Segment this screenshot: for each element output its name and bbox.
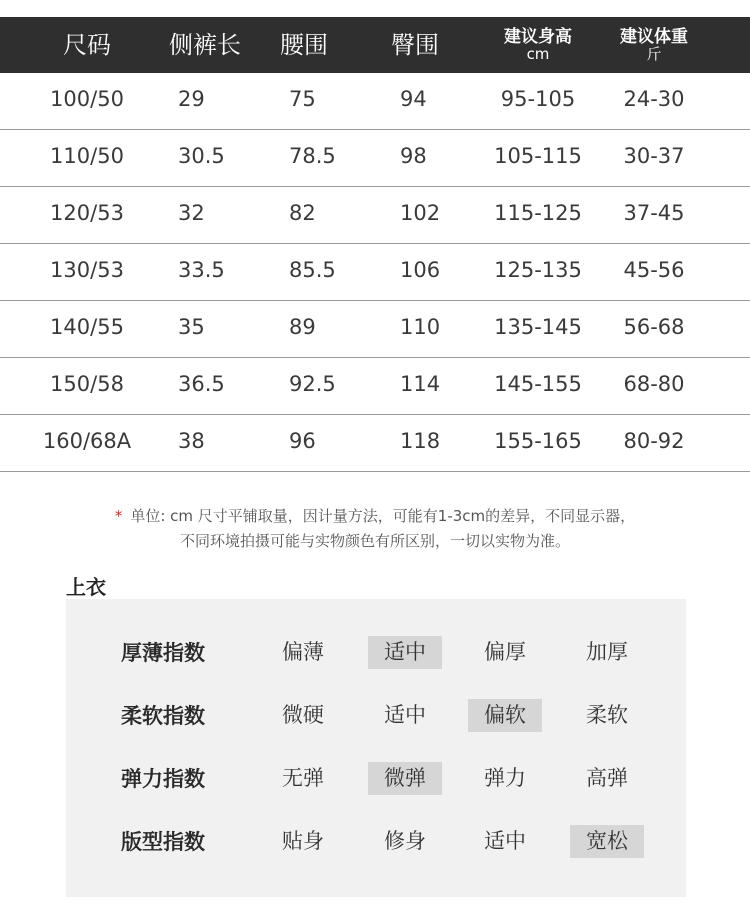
asterisk-icon: * <box>114 507 123 525</box>
index-option: 微硬 <box>282 703 324 727</box>
index-label: 柔软指数 <box>121 704 205 728</box>
index-row-thickness <box>66 634 686 672</box>
index-option: 柔软 <box>586 703 628 727</box>
index-row-elasticity <box>66 760 686 798</box>
table-row <box>0 187 750 244</box>
index-option: 加厚 <box>586 640 628 664</box>
cell-weight: 68-80 <box>623 372 685 396</box>
index-option: 修身 <box>384 829 426 853</box>
header-size: 尺码 <box>63 31 111 59</box>
index-option: 贴身 <box>282 829 324 853</box>
cell-hip: 94 <box>400 87 427 111</box>
note-line-1: * 单位: cm 尺寸平铺取量，因计量方法，可能有1-3cm的差异，不同显示器， <box>114 507 636 525</box>
cell-size: 140/55 <box>50 315 124 339</box>
cell-side-length: 32 <box>178 201 205 225</box>
cell-height: 115-125 <box>494 201 582 225</box>
table-row <box>0 73 750 130</box>
index-option: 适中 <box>484 829 526 853</box>
cell-size: 150/58 <box>50 372 124 396</box>
cell-side-length: 38 <box>178 429 205 453</box>
header-height: 建议身高 cm <box>504 26 572 63</box>
cell-waist: 89 <box>289 315 316 339</box>
cell-hip: 114 <box>400 372 441 396</box>
cell-size: 100/50 <box>50 87 124 111</box>
cell-height: 105-115 <box>494 144 582 168</box>
cell-side-length: 29 <box>178 87 205 111</box>
table-row <box>0 358 750 415</box>
cell-height: 155-165 <box>494 429 582 453</box>
index-option: 适中 <box>384 703 426 727</box>
cell-side-length: 33.5 <box>178 258 225 282</box>
index-option: 无弹 <box>282 766 324 790</box>
index-option: 偏厚 <box>484 640 526 664</box>
cell-size: 130/53 <box>50 258 124 282</box>
cell-waist: 92.5 <box>289 372 336 396</box>
table-row <box>0 244 750 301</box>
index-label: 版型指数 <box>121 830 205 854</box>
index-option: 微弹 <box>368 762 442 795</box>
cell-height: 145-155 <box>494 372 582 396</box>
cell-waist: 78.5 <box>289 144 336 168</box>
cell-weight: 56-68 <box>623 315 685 339</box>
cell-hip: 118 <box>400 429 441 453</box>
cell-waist: 85.5 <box>289 258 336 282</box>
header-weight: 建议体重 斤 <box>620 26 688 63</box>
index-row-fit <box>66 823 686 861</box>
header-waist: 腰围 <box>280 31 328 59</box>
index-option: 适中 <box>368 636 442 669</box>
cell-hip: 106 <box>400 258 441 282</box>
section-title: 上衣 <box>66 575 106 599</box>
cell-weight: 37-45 <box>623 201 685 225</box>
cell-hip: 98 <box>400 144 427 168</box>
cell-weight: 80-92 <box>623 429 685 453</box>
index-option: 宽松 <box>570 825 644 858</box>
table-header <box>0 17 750 73</box>
note-line-2: 不同环境拍摄可能与实物颜色有所区别，一切以实物为准。 <box>179 532 570 550</box>
index-panel <box>66 599 686 897</box>
index-option: 偏薄 <box>282 640 324 664</box>
measurement-note <box>0 504 750 554</box>
cell-size: 160/68A <box>42 429 132 453</box>
index-row-softness <box>66 697 686 735</box>
cell-waist: 75 <box>289 87 316 111</box>
cell-waist: 96 <box>289 429 316 453</box>
table-row <box>0 130 750 187</box>
cell-hip: 102 <box>400 201 441 225</box>
cell-side-length: 36.5 <box>178 372 225 396</box>
cell-height: 95-105 <box>500 87 576 111</box>
cell-side-length: 30.5 <box>178 144 225 168</box>
cell-height: 125-135 <box>494 258 582 282</box>
table-row <box>0 415 750 472</box>
header-hip: 臀围 <box>391 31 439 59</box>
cell-weight: 24-30 <box>623 87 685 111</box>
cell-size: 120/53 <box>50 201 124 225</box>
cell-side-length: 35 <box>178 315 205 339</box>
cell-size: 110/50 <box>50 144 124 168</box>
index-label: 厚薄指数 <box>121 641 205 665</box>
table-row <box>0 301 750 358</box>
cell-weight: 45-56 <box>623 258 685 282</box>
index-option: 偏软 <box>468 699 542 732</box>
header-side-length: 侧裤长 <box>169 31 241 59</box>
size-table <box>0 17 750 472</box>
index-label: 弹力指数 <box>121 767 205 791</box>
cell-hip: 110 <box>400 315 441 339</box>
index-option: 弹力 <box>484 766 526 790</box>
cell-height: 135-145 <box>494 315 582 339</box>
cell-weight: 30-37 <box>623 144 685 168</box>
index-option: 高弹 <box>586 766 628 790</box>
cell-waist: 82 <box>289 201 316 225</box>
